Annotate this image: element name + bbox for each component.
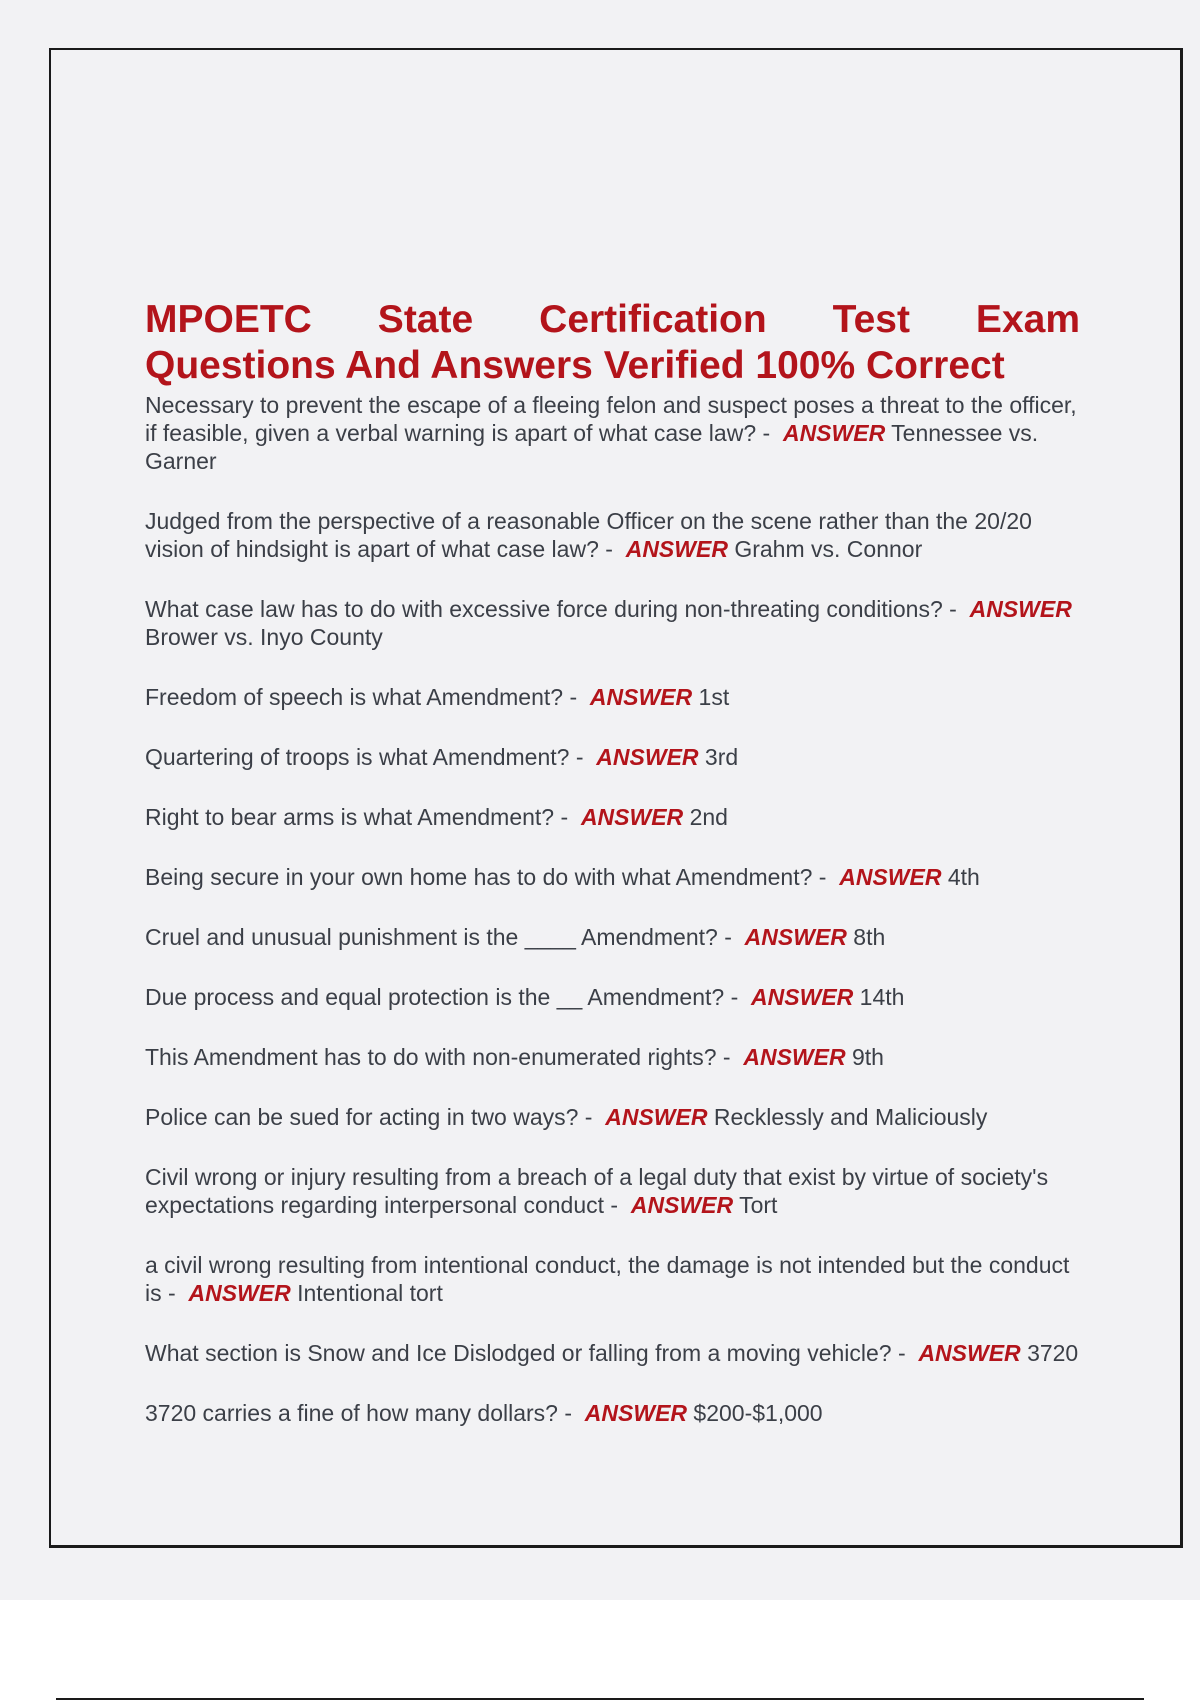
answer-label: ANSWER [969,596,1072,622]
question-text: Being secure in your own home has to do with what Amendment? [145,864,813,890]
question-text: What case law has to do with excessive force during non-threating conditions? [145,596,943,622]
qa-item [145,507,1080,563]
qa-item [145,863,1080,891]
qa-item [145,983,1080,1011]
answer-text: Grahm vs. Connor [734,536,923,562]
qa-item [145,743,1080,771]
question-text: 3720 carries a fine of how many dollars? [145,1400,558,1426]
answer-text: Recklessly and Maliciously [713,1104,988,1130]
question-text: Right to bear arms is what Amendment? [145,804,555,830]
answer-label: ANSWER [625,536,728,562]
title-line-2: Questions And Answers Verified 100% Correct [145,344,1005,387]
question-separator: - [604,1192,631,1218]
question-separator: - [161,1280,189,1306]
answer-label: ANSWER [584,1400,688,1426]
answer-text: 9th [851,1044,884,1070]
qa-item [145,803,1080,831]
qa-item [145,1043,1080,1071]
question-text: Due process and equal protection is the __ Amendment? [145,984,725,1010]
answer-label: ANSWER [918,1340,1021,1366]
answer-label: ANSWER [751,984,854,1010]
document-title [145,297,1080,389]
qa-item [145,1339,1080,1367]
question-separator: - [598,536,626,562]
answer-text: Tennessee vs. Garner [145,420,1039,474]
qa-item [145,683,1080,711]
question-separator: - [569,744,597,770]
answer-label: ANSWER [580,804,684,830]
qa-item [145,595,1080,651]
question-separator: - [724,984,752,1010]
answer-text: Intentional tort [297,1280,443,1306]
answer-text: 3rd [704,744,739,770]
question-separator: - [557,1400,585,1426]
question-text: Judged from the perspective of a reasonable Officer on the scene rather than the 20/20 vision of hindsight is apart of what case law? [145,508,1032,562]
answer-text: 8th [853,924,886,950]
answer-label: ANSWER [744,924,847,950]
document-body [145,297,1080,1459]
question-separator: - [563,684,590,710]
question-text: What section is Snow and Ice Dislodged or falling from a moving vehicle? [145,1340,892,1366]
question-text: Police can be sued for acting in two ways? [145,1104,579,1130]
qa-item [145,1103,1080,1131]
answer-label: ANSWER [630,1192,734,1218]
answer-text: 1st [698,684,730,710]
qa-item [145,391,1080,475]
answer-label: ANSWER [596,744,699,770]
question-separator: - [891,1340,919,1366]
question-separator: - [578,1104,606,1130]
answer-label: ANSWER [589,684,693,710]
answer-text: $200-$1,000 [693,1400,823,1426]
question-text: Cruel and unusual punishment is the ____ Amendment? [145,924,718,950]
answer-label: ANSWER [188,1280,291,1306]
answer-text: Brower vs. Inyo County [145,624,383,650]
question-separator: - [554,804,581,830]
question-separator: - [716,1044,744,1070]
question-text: Quartering of troops is what Amendment? [145,744,570,770]
answer-text: 3720 [1027,1340,1079,1366]
qa-item [145,1399,1080,1427]
question-separator: - [812,864,840,890]
question-separator: - [717,924,745,950]
question-text: Civil wrong or injury resulting from a breach of a legal duty that exist by virtue of society's expectations regarding interpersonal conduct [145,1164,1049,1218]
answer-text: 4th [947,864,980,890]
answer-label: ANSWER [839,864,942,890]
answer-label: ANSWER [743,1044,846,1070]
qa-list [145,391,1080,1427]
qa-item [145,1251,1080,1307]
question-separator: - [756,420,783,446]
qa-item [145,1163,1080,1219]
answer-label: ANSWER [782,420,886,446]
qa-item [145,923,1080,951]
answer-label: ANSWER [605,1104,708,1130]
question-separator: - [942,596,970,622]
title-line-1: MPOETC State Certification Test Exam [145,298,1080,341]
answer-text: Tort [739,1192,778,1218]
question-text: Freedom of speech is what Amendment? [145,684,564,710]
question-text: a civil wrong resulting from intentional conduct, the damage is not intended but the conduct is [145,1252,1070,1306]
question-text: This Amendment has to do with non-enumerated rights? [145,1044,717,1070]
answer-text: 14th [859,984,905,1010]
answer-text: 2nd [689,804,728,830]
question-text: Necessary to prevent the escape of a fleeing felon and suspect poses a threat to the officer, if feasible, given a verbal warning is apart of what case law? [145,392,1077,446]
